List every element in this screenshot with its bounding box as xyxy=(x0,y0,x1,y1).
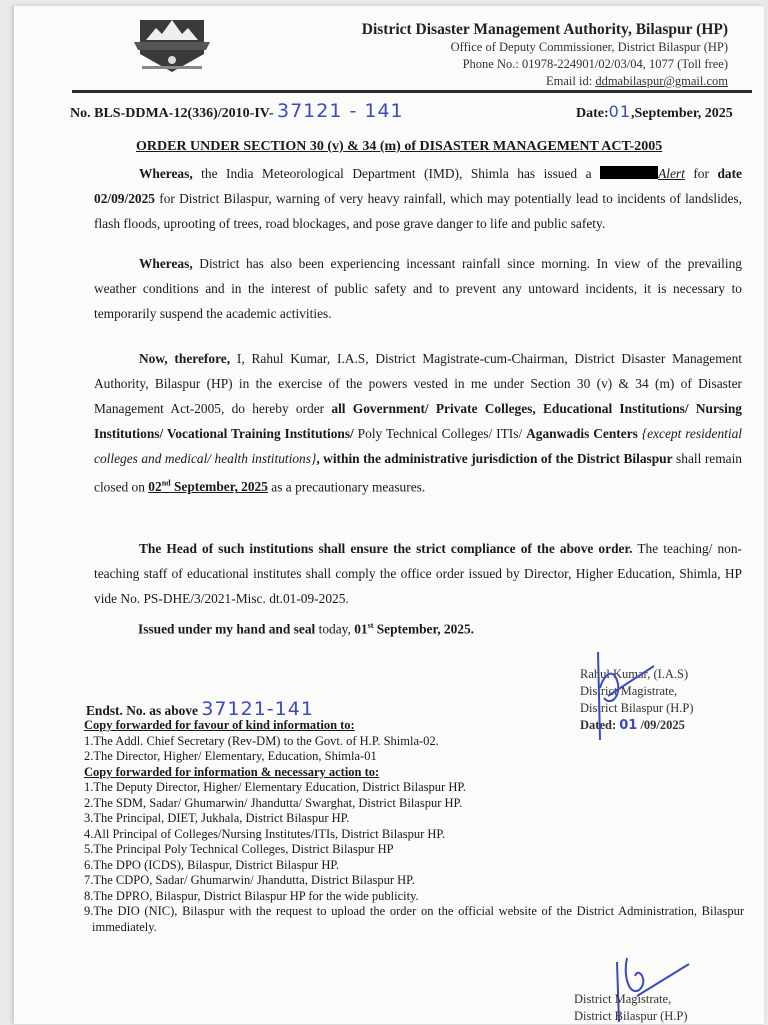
alert-word: Alert xyxy=(658,166,685,181)
closure-sup: nd xyxy=(161,479,171,488)
reference-prefix: No. BLS-DDMA-12(336)/2010-IV- xyxy=(70,106,274,121)
date-rest: ,September, 2025 xyxy=(631,106,733,121)
signature-block-bottom xyxy=(574,991,688,1025)
list-item: 3.The Principal, DIET, Jukhala, District Bilaspur HP. xyxy=(84,811,350,825)
issued-bold1: Issued under my hand and seal xyxy=(138,621,316,637)
p4-text: The teaching/ non-teaching staff of educational institutes shall comply the office order issued by Director, Higher Education, Shimla, HP vide No. PS-DHE/3/2021-Misc. dt.01-09-2025. xyxy=(94,541,742,606)
p1-text2: for xyxy=(684,166,718,181)
issued-line xyxy=(138,621,474,637)
copy-list-information xyxy=(84,718,744,935)
reference-handwritten: 37121 - 141 xyxy=(277,100,404,122)
signatory-name: Rahul Kumar, (I.A.S) xyxy=(580,667,689,681)
p3-italic: {except residential colleges and medical/ health institutions} xyxy=(94,426,742,466)
dated-rest: /09/2025 xyxy=(637,718,685,732)
section2-heading: Copy forwarded for information & necessary action to: xyxy=(84,764,380,779)
email-link[interactable]: ddmabilaspur@gmail.com xyxy=(595,74,728,88)
endorsement-label: Endst. No. as above xyxy=(86,703,202,718)
order-heading: ORDER UNDER SECTION 30 (v) & 34 (m) of DISASTER MANAGEMENT ACT-2005 xyxy=(136,139,663,154)
list-item: 7.The CDPO, Sadar/ Ghumarwin/ Jhandutta, District Bilaspur HP. xyxy=(84,873,415,887)
paragraph-order xyxy=(94,346,742,499)
reference-number xyxy=(70,100,404,122)
list-item: 1.The Addl. Chief Secretary (Rev-DM) to the Govt. of H.P. Shimla-02. xyxy=(84,733,439,748)
p3-bold3: , within the administrative jurisdiction of the District Bilaspur xyxy=(316,451,673,466)
list-item: 8.The DPRO, Bilaspur, District Bilaspur HP for the wide publicity. xyxy=(84,888,419,903)
signatory-designation: District Magistrate, xyxy=(580,684,678,698)
closure-day: 02 xyxy=(148,479,162,495)
issued-bold2: September, 2025. xyxy=(373,621,475,637)
redaction-box xyxy=(600,166,658,179)
p2-lead: Whereas, xyxy=(139,256,193,271)
letterhead-phone: Phone No.: 01978-224901/02/03/04, 1077 (Toll free) xyxy=(462,57,728,71)
date-label: Date: xyxy=(576,106,609,121)
p2-text: District has also been experiencing incessant rainfall since morning. In view of the prevailing weather conditions and in the interest of public safety and to prevent any untoward incidents, it is necessary to temporarily suspend the academic activities. xyxy=(94,256,742,321)
p1-text1: the India Meteorological Department (IMD), Shimla has issued a xyxy=(192,166,601,181)
email-label: Email id: xyxy=(546,74,596,88)
closure-date xyxy=(148,479,268,494)
closure-rest: September, 2025 xyxy=(170,479,268,495)
list-item: 5.The Principal Poly Technical Colleges, District Bilaspur HP xyxy=(84,842,394,856)
list-item: 6.The DPO (ICDS), Bilaspur, District Bilaspur HP. xyxy=(84,857,340,872)
p1-lead: Whereas, xyxy=(139,166,193,181)
paragraph-imd-alert xyxy=(94,161,742,236)
dated-label: Dated: xyxy=(580,718,617,732)
letterhead-office: Office of Deputy Commissioner, District Bilaspur (HP) xyxy=(450,40,728,54)
p4-bold: The Head of such institutions shall ensure the strict compliance of the above order. xyxy=(139,541,633,556)
p3-text3: shall remain closed on xyxy=(94,451,742,495)
order-date xyxy=(576,102,733,122)
p3-bold2: Aganwadis Centers xyxy=(526,426,638,441)
bottom-signatory-designation: District Magistrate, xyxy=(574,992,672,1006)
paragraph-compliance xyxy=(94,536,742,611)
header-rule xyxy=(72,90,752,93)
issued-text: today, xyxy=(315,621,355,637)
issued-sup: st xyxy=(367,621,374,630)
p3-bold1: all Government/ Private Colleges, Educational Institutions/ Nursing Institutions/ Vocational Training Institutions/ xyxy=(94,401,742,441)
signatory-district: District Bilaspur (H.P) xyxy=(580,701,694,715)
p3-text1: I, Rahul Kumar, I.A.S, District Magistrate-cum-Chairman, District Disaster Management Authority, Bilaspur (HP) in the exercise of the powers vested in me under Section 30 (v) & 34 (m) of Disaster Management Act-2005, do hereby order xyxy=(94,351,742,416)
dated-day-handwritten: 01 xyxy=(619,718,638,733)
list-item: 4.All Principal of Colleges/Nursing Institutes/ITIs, District Bilaspur HP. xyxy=(84,826,446,841)
letterhead-email xyxy=(546,74,728,89)
section1-heading: Copy forwarded for favour of kind information to: xyxy=(84,718,355,732)
list-item: 9.The DIO (NIC), Bilaspur with the request to upload the order on the official website of the District Administration, Bilaspur immediately. xyxy=(84,904,744,934)
ddma-logo-emblem xyxy=(132,14,212,74)
paragraph-incessant-rain xyxy=(94,251,742,326)
issued-day: 01 xyxy=(354,621,368,637)
document-page xyxy=(14,6,764,1024)
date-day-handwritten: 01 xyxy=(608,102,632,121)
list-item: 1.The Deputy Director, Higher/ Elementary Education, District Bilaspur HP. xyxy=(84,780,467,794)
letterhead-title: District Disaster Management Authority, Bilaspur (HP) xyxy=(361,21,728,38)
p1-bold-date: date 02/09/2025 xyxy=(94,166,742,206)
list-item: 2.The SDM, Sadar/ Ghumarwin/ Jhandutta/ Swarghat, District Bilaspur HP. xyxy=(84,795,463,810)
bottom-signatory-district: District Bilaspur (H.P) xyxy=(574,1009,688,1023)
list-item: 2.The Director, Higher/ Elementary, Education, Shimla-01 xyxy=(84,749,377,763)
endorsement-handwritten: 37121-141 xyxy=(201,698,314,720)
endorsement-number xyxy=(86,698,314,720)
p3-lead: Now, therefore, xyxy=(139,351,231,366)
p3-text2: Poly Technical Colleges/ ITIs/ xyxy=(353,426,527,441)
p1-text3: for District Bilaspur, warning of very heavy rainfall, which may potentially lead to incidents of landslides, flash floods, uprooting of trees, road blockages, and pose grave danger to life and public safety. xyxy=(94,191,742,231)
logo-caption xyxy=(142,66,202,69)
p3-text4: as a precautionary measures. xyxy=(267,479,426,495)
